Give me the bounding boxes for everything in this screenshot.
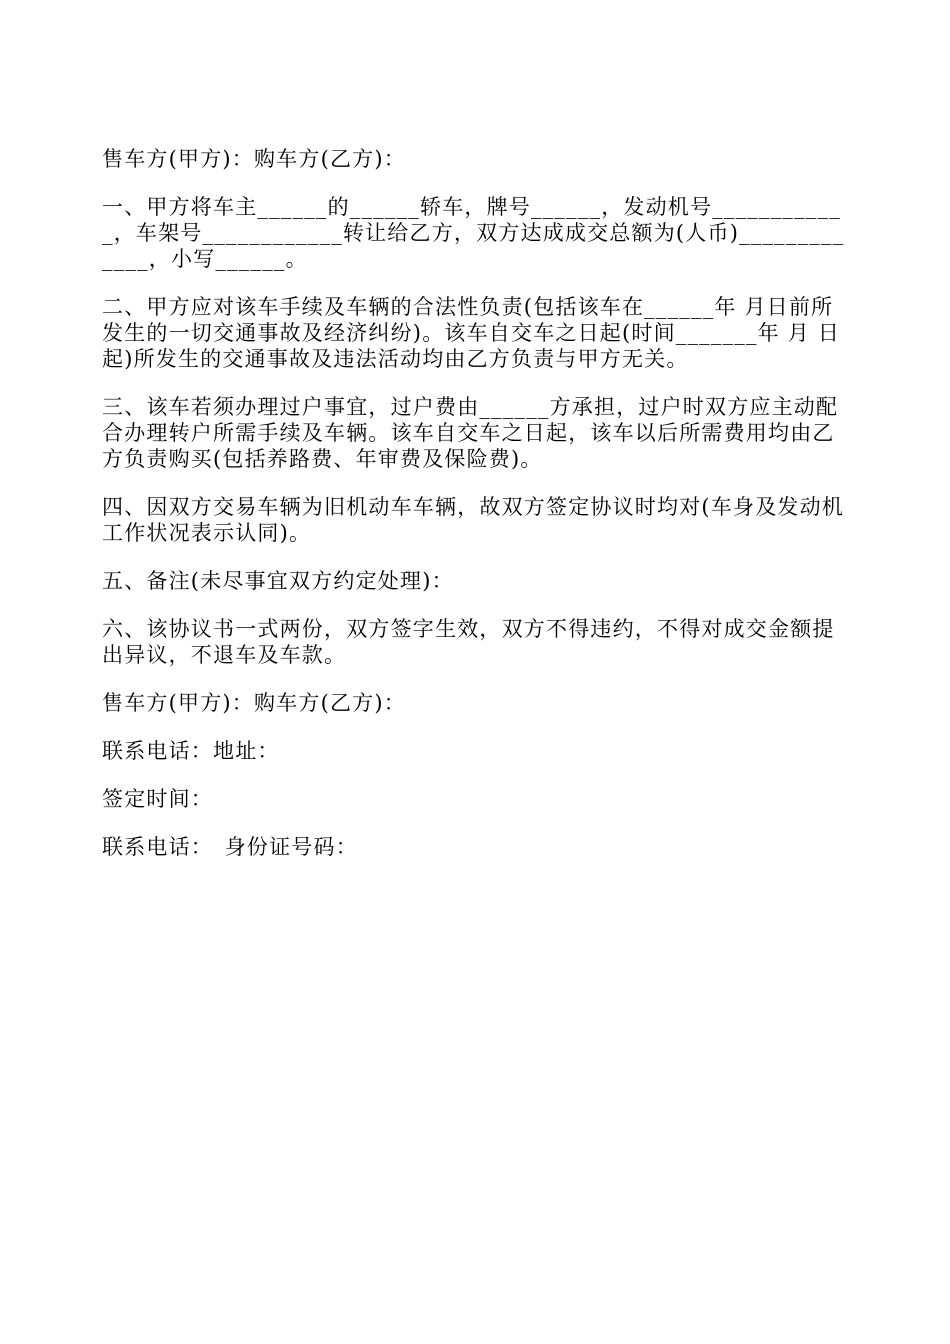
- party-header: 售车方(甲方)：购车方(乙方)：: [102, 147, 406, 171]
- signature-parties: 售车方(甲方)：购车方(乙方)：: [102, 691, 406, 715]
- clause-1: 一、甲方将车主______的______轿车，牌号______，发动机号____________，车架号____________转让给乙方，双方达成成交总额为(人币)_____________，小写______。: [102, 195, 845, 271]
- signing-date-line: 签定时间：: [102, 787, 213, 811]
- document-body: [102, 146, 850, 882]
- clause-6: 六、该协议书一式两份，双方签字生效，双方不得违约，不得对成交金额提出异议，不退车及车款。: [102, 617, 835, 667]
- contact-id-line: 联系电话： 身份证号码：: [102, 835, 358, 859]
- clause-3: 三、该车若须办理过户事宜，过户费由______方承担，过户时双方应主动配合办理转户所需手续及车辆。该车自交车之日起，该车以后所需费用均由乙方负责购买(包括养路费、年审费及保险费)。: [102, 395, 839, 471]
- contact-address-line: 联系电话：地址：: [102, 739, 280, 763]
- clause-5: 五、备注(未尽事宜双方约定处理)：: [102, 569, 454, 593]
- clause-4: 四、因双方交易车辆为旧机动车车辆，故双方签定协议时均对(车身及发动机工作状况表示认同)。: [102, 495, 844, 545]
- clause-2: 二、甲方应对该车手续及车辆的合法性负责(包括该车在______年 月日前所发生的一切交通事故及经济纠纷)。该车自交车之日起(时间_______年 月 日起)所发生的交通事故及违法活动均由乙方负责与甲方无关。: [102, 295, 841, 371]
